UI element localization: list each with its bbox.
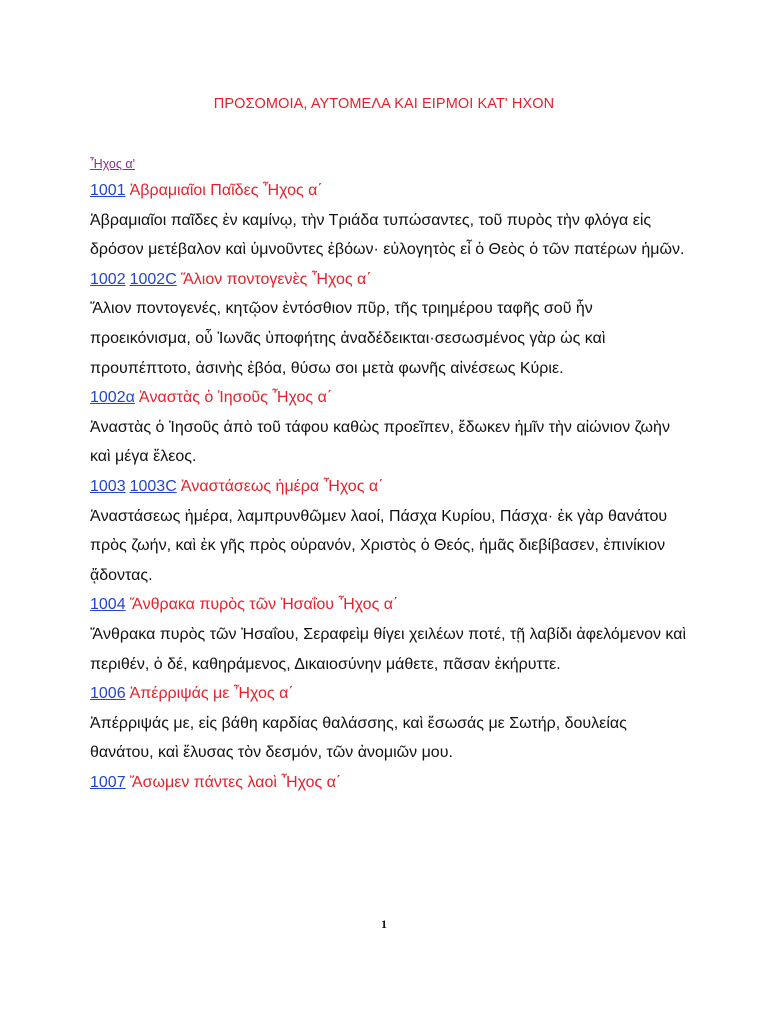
entry-ref-link[interactable]: 1007 [90,773,126,791]
entry-title: Ἀναστάσεως ἡμέρα Ἦχος α΄ [180,477,384,495]
entry-heading [90,176,690,206]
page-title: ΠΡΟΣΟΜΟΙΑ, ΑΥΤΟΜΕΛΑ ΚΑΙ ΕΙΡΜΟΙ ΚΑΤ' ΗΧΟΝ [213,96,555,112]
entry-text: Ἀναστὰς ὁ Ἰησοῦς ἀπὸ τοῦ τάφου καθὼς προεῖπεν, ἔδωκεν ἡμῖν τὴν αἰώνιον ζωὴν καὶ μέγα ἔλεος. [90,418,670,466]
entry-heading [90,383,690,413]
entry-title: Ἄσωμεν πάντες λαοὶ Ἦχος α΄ [129,773,342,791]
entry-ref-link[interactable]: 1002α [90,389,135,407]
entry-text: Ἀβραμιαῖοι παῖδες ἐν καμίνῳ, τὴν Τριάδα τυπώσαντες, τοῦ πυρὸς τὴν φλόγα εἰς δρόσον μετέβαλον καὶ ὑμνοῦντες ἐβόων· εὐλογητὸς εἶ ὁ Θεὸς ὁ τῶν πατέρων ἡμῶν. [90,211,685,259]
entry-ref-link[interactable]: 1003C [129,477,177,495]
entry-title: Ἀναστὰς ὁ Ἰησοῦς Ἦχος α΄ [138,389,333,407]
entry-title: Ἀβραμιαῖοι Παῖδες Ἦχος α΄ [129,182,323,199]
entry-ref-link[interactable]: 1002C [129,270,177,288]
page-number: 1 [381,917,387,931]
entries-list [90,176,690,797]
entry-ref-link[interactable]: 1003 [90,477,126,495]
entry-text: Ἅλιον ποντογενές, κητῷον ἐντόσθιον πῦρ, τῆς τριημέρου ταφῆς σοῦ ἦν προεικόνισμα, οὗ Ἰωνᾶς ὑποφήτης ἀναδέδεικται·σεσωσμένος γὰρ ὡς καὶ προυπέπτοτο, ἀσινὴς ἐβόα, θύσω σοι μετὰ φωνῆς αἰνέσεως Κύριε. [90,300,606,377]
entry-heading [90,590,690,620]
entry-text: Ἄνθρακα πυρὸς τῶν Ἠσαΐου, Σεραφεὶμ θίγει χειλέων ποτέ, τῇ λαβίδι ἀφελόμενον καὶ περιθέν, ὁ δέ, καθηράμενος, Δικαιοσύνην μάθετε, πᾶσαν ἐκήρυττε. [90,625,687,673]
entry-heading [90,768,690,798]
entry-text: Ἀναστάσεως ἡμέρα, λαμπρυνθῶμεν λαοί, Πάσχα Κυρίου, Πάσχα· ἐκ γὰρ θανάτου πρὸς ζωήν, καὶ ἐκ γῆς πρὸς οὐρανόν, Χριστὸς ὁ Θεός, ἡμᾶς διεβίβασεν, ἐπινίκιον ᾄδοντας. [90,507,668,584]
entry-heading [90,679,690,709]
entry-heading [90,265,690,295]
entry-title: Ἅλιον ποντογενὲς Ἦχος α΄ [180,270,372,288]
entry-text: Ἀπέρριψάς με, εἰς βάθη καρδίας θαλάσσης, καὶ ἔσωσάς με Σωτήρ, δουλείας θανάτου, καὶ ἔλυσας τὸν δεσμόν, τῶν ἀνομιῶν μου. [90,714,627,762]
entry-title: Ἀπέρριψάς με Ἦχος α΄ [129,685,294,703]
section-label-link[interactable]: Ἦχος α' [90,157,135,171]
entry-ref-link[interactable]: 1006 [90,685,126,703]
entry-ref-link[interactable]: 1001 [90,182,126,199]
entry-ref-link[interactable]: 1004 [90,596,126,614]
entry-title: Ἄνθρακα πυρὸς τῶν Ἠσαΐου Ἦχος α΄ [129,596,399,614]
entry-heading [90,472,690,502]
entry-ref-link[interactable]: 1002 [90,270,126,288]
